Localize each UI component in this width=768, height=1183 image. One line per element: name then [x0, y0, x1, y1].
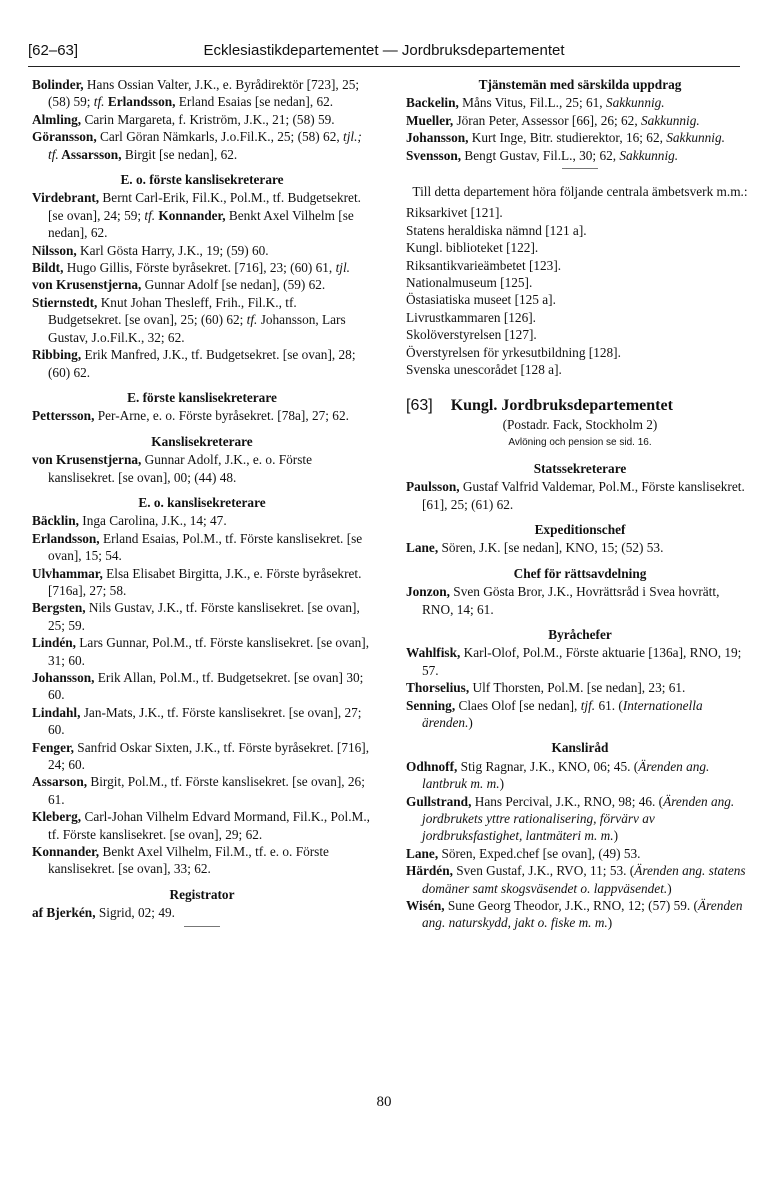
entry-text: Lars Gunnar, Pol.M., tf. Förste kanslisekret. [se ovan], 31; 60.: [48, 635, 370, 668]
section-heading: Expeditionschef: [534, 521, 626, 537]
agency-item: Östasiatiska museet [125 a].: [406, 292, 556, 308]
entry-text: Erik Manfred, J.K., tf. Budgetsekret. [se ovan], 28; (60) 62.: [48, 347, 356, 380]
list-item: [32, 111, 372, 128]
entry-text: Knut Johan Thesleff, Frih., Fil.K., tf. Budgetsekret. [se ovan], 25; (60) 62;: [48, 294, 297, 328]
entry-name: Bildt,: [32, 260, 64, 276]
entry-name: Senning,: [406, 697, 456, 713]
entry-name: Svensson,: [406, 147, 462, 163]
entry-text: Hans Percival, J.K., RNO, 98; 46. (: [471, 793, 664, 809]
department-heading: [406, 397, 754, 414]
list-item: [406, 862, 754, 897]
entry-name: Backelin,: [406, 95, 459, 111]
entry-text: Kurt Inge, Bitr. studierektor, 16; 62,: [468, 130, 667, 146]
entry-text: Erik Allan, Pol.M., tf. Budgetsekret. [se ovan] 30; 60.: [48, 670, 364, 703]
entry-text: Bengt Gustav, Fil.L., 30; 62,: [461, 147, 620, 163]
list-item: [32, 530, 372, 565]
entry-italic: Sakkunnig.: [619, 147, 679, 163]
entry-name: Härdén,: [406, 863, 453, 879]
entry-name: Wahlfisk,: [406, 645, 461, 661]
entry-name: Wisén,: [406, 898, 445, 914]
entry-name: Erlandsson,: [32, 530, 100, 546]
entry-text: Carl Göran Nämkarls, J.o.Fil.K., 25; (58) 62,: [96, 129, 343, 145]
section-heading: Byråchefer: [548, 626, 612, 642]
list-item: [32, 634, 372, 669]
list-item: [32, 407, 372, 424]
department-number: [63]: [406, 396, 433, 414]
section-heading: E. o. kanslisekreterare: [138, 494, 266, 510]
entry-name: Bäcklin,: [32, 513, 79, 529]
list-item: [406, 679, 754, 696]
page-reference: [62–63]: [28, 42, 79, 59]
list-item: [32, 739, 372, 774]
divider: [184, 926, 220, 927]
entry-name: Kleberg,: [32, 809, 82, 825]
list-item: [406, 897, 754, 932]
agency-item: Kungl. biblioteket [122].: [406, 240, 539, 256]
department-address: (Postadr. Fack, Stockholm 2): [502, 416, 658, 432]
entry-text: Nils Gustav, J.K., tf. Förste kanslisekret. [se ovan], 25; 59.: [48, 600, 360, 633]
entry-name: Paulsson,: [406, 479, 460, 495]
agency-item: Riksantikvarieämbetet [123].: [406, 257, 562, 273]
entry-name-secondary: Konnander,: [155, 207, 226, 223]
page-number: 80: [376, 1094, 392, 1110]
list-item: [32, 565, 372, 600]
entry-tail: ): [607, 915, 613, 931]
entry-italic: Ärenden ang. jordbrukets yttre rationalisering, förvärv av jordbruksfastighet, lantmäteri m. m.: [422, 793, 735, 844]
left-column: [32, 76, 372, 931]
agency-item: Livrustkammaren [126].: [406, 309, 536, 325]
list-item: [32, 76, 372, 111]
entry-text: Bernt Carl-Erik, Fil.K., Pol.M., tf. Budgetsekret. [se ovan], 24; 59;: [48, 190, 361, 223]
entry-text: Stig Ragnar, J.K., KNO, 06; 45. (: [457, 758, 639, 774]
list-item: [406, 147, 754, 164]
list-item: [32, 669, 372, 704]
list-item: [32, 346, 372, 381]
entry-name: Odhnoff,: [406, 758, 458, 774]
entry-italic: Internationella ärenden.: [422, 697, 703, 730]
list-item: [406, 112, 754, 129]
section-heading: Statssekreterare: [533, 460, 627, 476]
list-item: [32, 294, 372, 346]
entry-text: Hugo Gillis, Förste byråsekret. [716], 23; (60) 61,: [63, 260, 336, 276]
entry-italic: Ärenden ang. naturskydd, jakt o. fiske m. m.: [422, 898, 743, 931]
list-item: [32, 599, 372, 634]
list-item: [32, 904, 372, 921]
entry-italic: Sakkunnig.: [640, 112, 700, 128]
entry-text: Jan-Mats, J.K., tf. Förste kanslisekret. [se ovan], 27; 60.: [48, 704, 362, 738]
entry-text: Sune Georg Theodor, J.K., RNO, 12; (57) 59. (: [444, 898, 698, 914]
entry-name: Gullstrand,: [406, 793, 472, 809]
entry-name: Ribbing,: [32, 347, 82, 363]
agencies-intro: Till detta departement höra följande centrala ämbetsverk m.m.:: [412, 184, 748, 200]
agency-item: Överstyrelsen för yrkesutbildning [128].: [406, 344, 621, 360]
entry-text: Claes Olof [se nedan],: [455, 697, 581, 713]
entry-name: Lane,: [406, 845, 439, 861]
entry-text: Hans Ossian Valter, J.K., e. Byrådirektör [723], 25; (58) 59;: [48, 77, 360, 110]
entry-name: Bolinder,: [32, 77, 84, 92]
entry-tail: ): [499, 776, 504, 792]
entry-text: Gustaf Valfrid Valdemar, Pol.M., Förste kanslisekret. [61], 25; (61) 62.: [422, 479, 745, 512]
entry-italic: tf.: [93, 94, 105, 110]
entry-text: Inga Carolina, J.K., 14; 47.: [78, 513, 227, 529]
list-item: [406, 644, 754, 679]
department-note: Avlöning och pension se sid. 16.: [508, 437, 652, 449]
section-heading: Chef för rättsavdelning: [513, 565, 647, 581]
entry-name: Johansson,: [32, 670, 95, 685]
list-item: [32, 808, 372, 843]
list-item: [32, 128, 372, 163]
entry-text: Ulf Thorsten, Pol.M. [se nedan], 23; 61.: [469, 680, 686, 696]
entry-italic: Ärenden ang. statens domäner samt skogsväsendet o. lappväsendet.: [422, 863, 746, 896]
list-item: [32, 242, 372, 259]
entry-name: Göransson,: [32, 129, 97, 145]
section-heading: Tjänstemän med särskilda uppdrag: [478, 77, 682, 92]
entry-text: Gunnar Adolf [se nedan], (59) 62.: [141, 277, 326, 293]
entry-text: Sigrid, 02; 49.: [95, 905, 175, 921]
entry-text: Sanfrid Oskar Sixten, J.K., tf. Förste byråsekret. [716], 24; 60.: [48, 739, 370, 773]
entry-name: Virdebrant,: [32, 190, 100, 206]
entry-name: Assarson,: [32, 774, 88, 790]
agency-item: Nationalmuseum [125].: [406, 275, 533, 291]
entry-text: Sören, J.K. [se nedan], KNO, 15; (52) 53.: [438, 540, 664, 556]
list-item: [406, 539, 754, 556]
entry-name-secondary: Erlandsson,: [104, 94, 176, 110]
entry-name: Almling,: [32, 111, 82, 127]
entry-text: Jöran Peter, Assessor [66], 26; 62,: [453, 112, 641, 128]
entry-name: Fenger,: [32, 739, 74, 755]
entry-text: Karl Gösta Harry, J.K., 19; (59) 60.: [76, 242, 269, 258]
entry-italic: Ärenden ang. lantbruk m. m.: [422, 758, 710, 792]
entry-name: Lane,: [406, 540, 439, 556]
entry-name: Jonzon,: [406, 584, 450, 600]
entry-name: Mueller,: [406, 112, 454, 128]
entry-name: Nilsson,: [32, 242, 77, 258]
entry-name: af Bjerkén,: [32, 905, 96, 921]
list-item: [32, 704, 372, 739]
section-heading: E. förste kanslisekreterare: [127, 389, 277, 405]
entry-name: Konnander,: [32, 844, 100, 860]
list-item: [406, 129, 754, 146]
entry-italic: tf.: [246, 312, 258, 328]
entry-name: Johansson,: [406, 130, 469, 146]
entry-name: Pettersson,: [32, 408, 95, 424]
entry-tail: Birgit [se nedan], 62.: [121, 146, 238, 162]
entry-name-secondary: Assarsson,: [58, 146, 122, 162]
entry-text: Erland Esaias, Pol.M., tf. Förste kanslisekret. [se ovan], 15; 54.: [48, 530, 363, 564]
list-item: [406, 583, 754, 618]
entry-italic: Sakkunnig.: [605, 95, 665, 111]
entry-italic: tf.: [144, 207, 156, 223]
list-item: [32, 843, 372, 878]
entry-text: Måns Vitus, Fil.L., 25; 61,: [458, 95, 606, 111]
entry-name: Lindahl,: [32, 704, 81, 720]
list-item: [406, 94, 754, 111]
agency-item: Statens heraldiska nämnd [121 a].: [406, 222, 587, 238]
entry-tail: Erland Esaias [se nedan], 62.: [175, 94, 334, 110]
entry-text: Carin Margareta, f. Kriström, J.K., 21; (58) 59.: [81, 111, 335, 127]
entry-text: Sören, Exped.chef [se ovan], (49) 53.: [438, 845, 641, 861]
department-title: Kungl. Jordbruksdepartementet: [450, 396, 673, 414]
entry-tail: Benkt Axel Vilhelm [se nedan], 62.: [48, 207, 354, 241]
section-heading: Registrator: [169, 886, 235, 902]
entry-text: Carl-Johan Vilhelm Edvard Mormand, Fil.K., Pol.M., tf. Förste kanslisekret. [se ovan], 29; 62.: [48, 809, 371, 842]
entry-name: Ulvhammar,: [32, 565, 103, 581]
agency-item: Svenska unescorådet [128 a].: [406, 362, 562, 378]
entry-name: Lindén,: [32, 635, 76, 651]
list-item: [32, 451, 372, 486]
entry-text: Sven Gösta Bror, J.K., Hovrättsråd i Svea hovrätt, RNO, 14; 61.: [422, 584, 720, 617]
agency-item: Skolöverstyrelsen [127].: [406, 327, 537, 343]
entry-name: Stiernstedt,: [32, 294, 98, 310]
entry-tail: ): [613, 828, 619, 844]
entry-italic: Sakkunnig.: [666, 130, 725, 146]
entry-text: Benkt Axel Vilhelm, Fil.M., tf. e. o. Förste kanslisekret. [se ovan], 33; 62.: [48, 844, 329, 877]
page-header: [28, 40, 740, 67]
entry-tail: 61. (: [595, 697, 623, 713]
entry-tail: ): [468, 715, 473, 730]
list-item: [32, 773, 372, 808]
list-item: [32, 276, 372, 293]
agency-item: Riksarkivet [121].: [406, 205, 503, 221]
right-column: [406, 76, 754, 932]
entry-name: Bergsten,: [32, 600, 86, 616]
list-item: [406, 478, 754, 513]
entry-name: Thorselius,: [406, 680, 470, 696]
entry-name: von Krusenstjerna,: [32, 277, 142, 293]
entry-text: Sven Gustaf, J.K., RVO, 11; 53. (: [452, 863, 635, 879]
entry-italic: tjl.; tf.: [48, 129, 362, 162]
entry-text: Per-Arne, e. o. Förste byråsekret. [78a], 27; 62.: [94, 408, 349, 424]
section-heading: E. o. förste kanslisekreterare: [120, 172, 284, 188]
list-item: [32, 189, 372, 241]
entry-text: Karl-Olof, Pol.M., Förste aktuarie [136a], RNO, 19; 57.: [422, 645, 742, 678]
entry-text: Elsa Elisabet Birgitta, J.K., e. Förste byråsekret. [716a], 27; 58.: [48, 565, 362, 598]
entry-text: Gunnar Adolf, J.K., e. o. Förste kanslisekret. [se ovan], 00; (44) 48.: [48, 452, 312, 485]
section-heading: Kansliråd: [551, 740, 609, 756]
entry-tail: ): [667, 880, 672, 896]
list-item: [32, 512, 372, 529]
entry-italic: tjf.: [580, 697, 596, 713]
entry-text: Birgit, Pol.M., tf. Förste kanslisekret. [se ovan], 26; 61.: [48, 774, 365, 807]
entry-italic: tjl.: [335, 260, 351, 276]
entry-tail: Johansson, Lars Gustav, J.o.Fil.K., 32; 62.: [48, 312, 346, 345]
section-heading: Kanslisekreterare: [151, 433, 253, 449]
list-item: [32, 259, 372, 276]
list-item: [406, 697, 754, 732]
divider: [562, 168, 598, 169]
running-title: Ecklesiastikdepartementet — Jordbruksdepartementet: [203, 42, 565, 59]
list-item: [406, 758, 754, 793]
entry-name: von Krusenstjerna,: [32, 452, 142, 468]
list-item: [406, 845, 754, 862]
list-item: [406, 793, 754, 845]
